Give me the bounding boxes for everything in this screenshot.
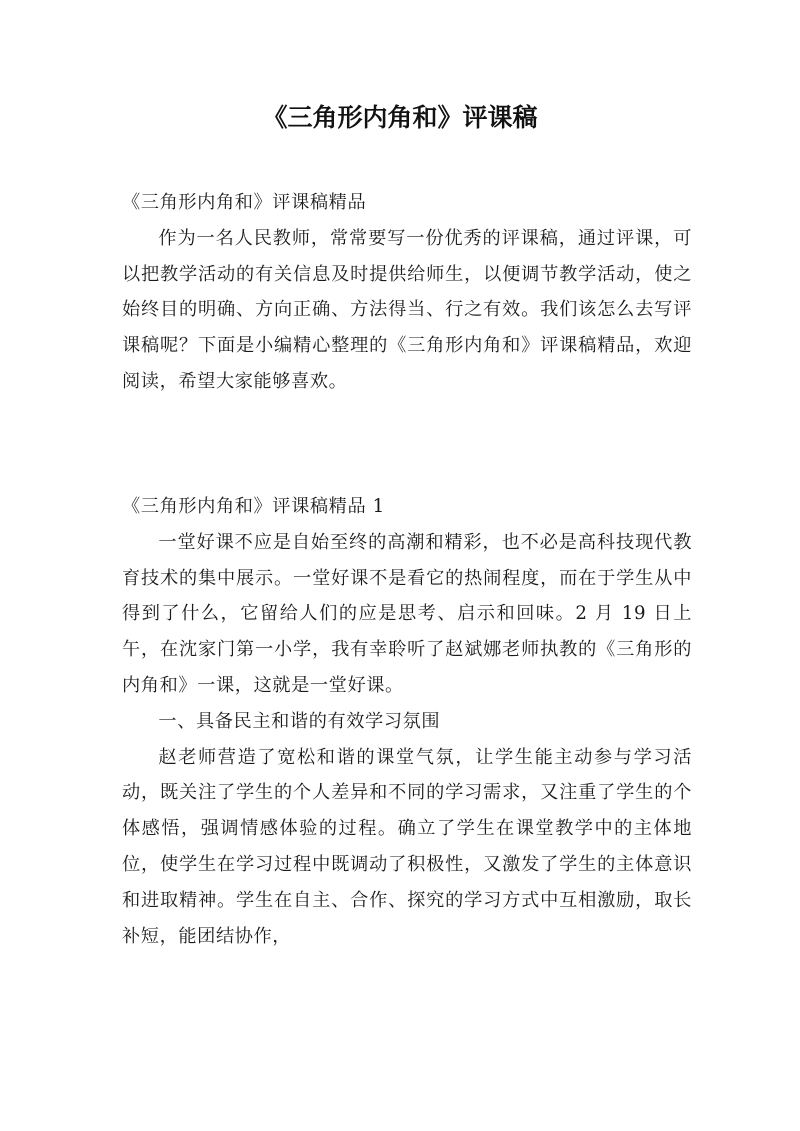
intro-paragraph: 作为一名人民教师，常常要写一份优秀的评课稿，通过评课，可以把教学活动的有关信息及时提供给师生，以便调节教学活动，使之始终目的明确、方向正确、方法得当、行之有效。我们该怎么去写评课稿呢？下面是小编精心整理的《三角形内角和》评课稿精品，欢迎阅读，希望大家能够喜欢。: [122, 227, 692, 392]
section-paragraph-2: 赵老师营造了宽松和谐的课堂气氛，让学生能主动参与学习活动，既关注了学生的个人差异和不同的学习需求，又注重了学生的个体感悟，强调情感体验的过程。确立了学生在课堂教学中的主体地位，使学生在学习过程中既调动了积极性，又激发了学生的主体意识和进取精神。学生在自主、合作、探究的学习方式中互相激励，取长补短，能团结协作，: [122, 746, 692, 947]
document-title: 《三角形内角和》评课稿: [262, 103, 538, 132]
intro-heading: 《三角形内角和》评课稿精品: [122, 192, 367, 213]
section-paragraph-1: 一堂好课不应是自始至终的高潮和精彩，也不必是高科技现代教育技术的集中展示。一堂好课不是看它的热闹程度，而在于学生从中得到了什么，它留给人们的应是思考、启示和回味。2 月 19 日上午，在沈家门第一小学，我有幸聆听了赵斌娜老师执教的《三角形的内角和》一课，这就是一堂好课。: [122, 531, 692, 696]
section-block: [122, 489, 692, 954]
intro-block: [122, 185, 692, 400]
section-heading: 《三角形内角和》评课稿精品 1: [122, 496, 385, 517]
subheading-1: 一、具备民主和谐的有效学习氛围: [158, 710, 441, 732]
